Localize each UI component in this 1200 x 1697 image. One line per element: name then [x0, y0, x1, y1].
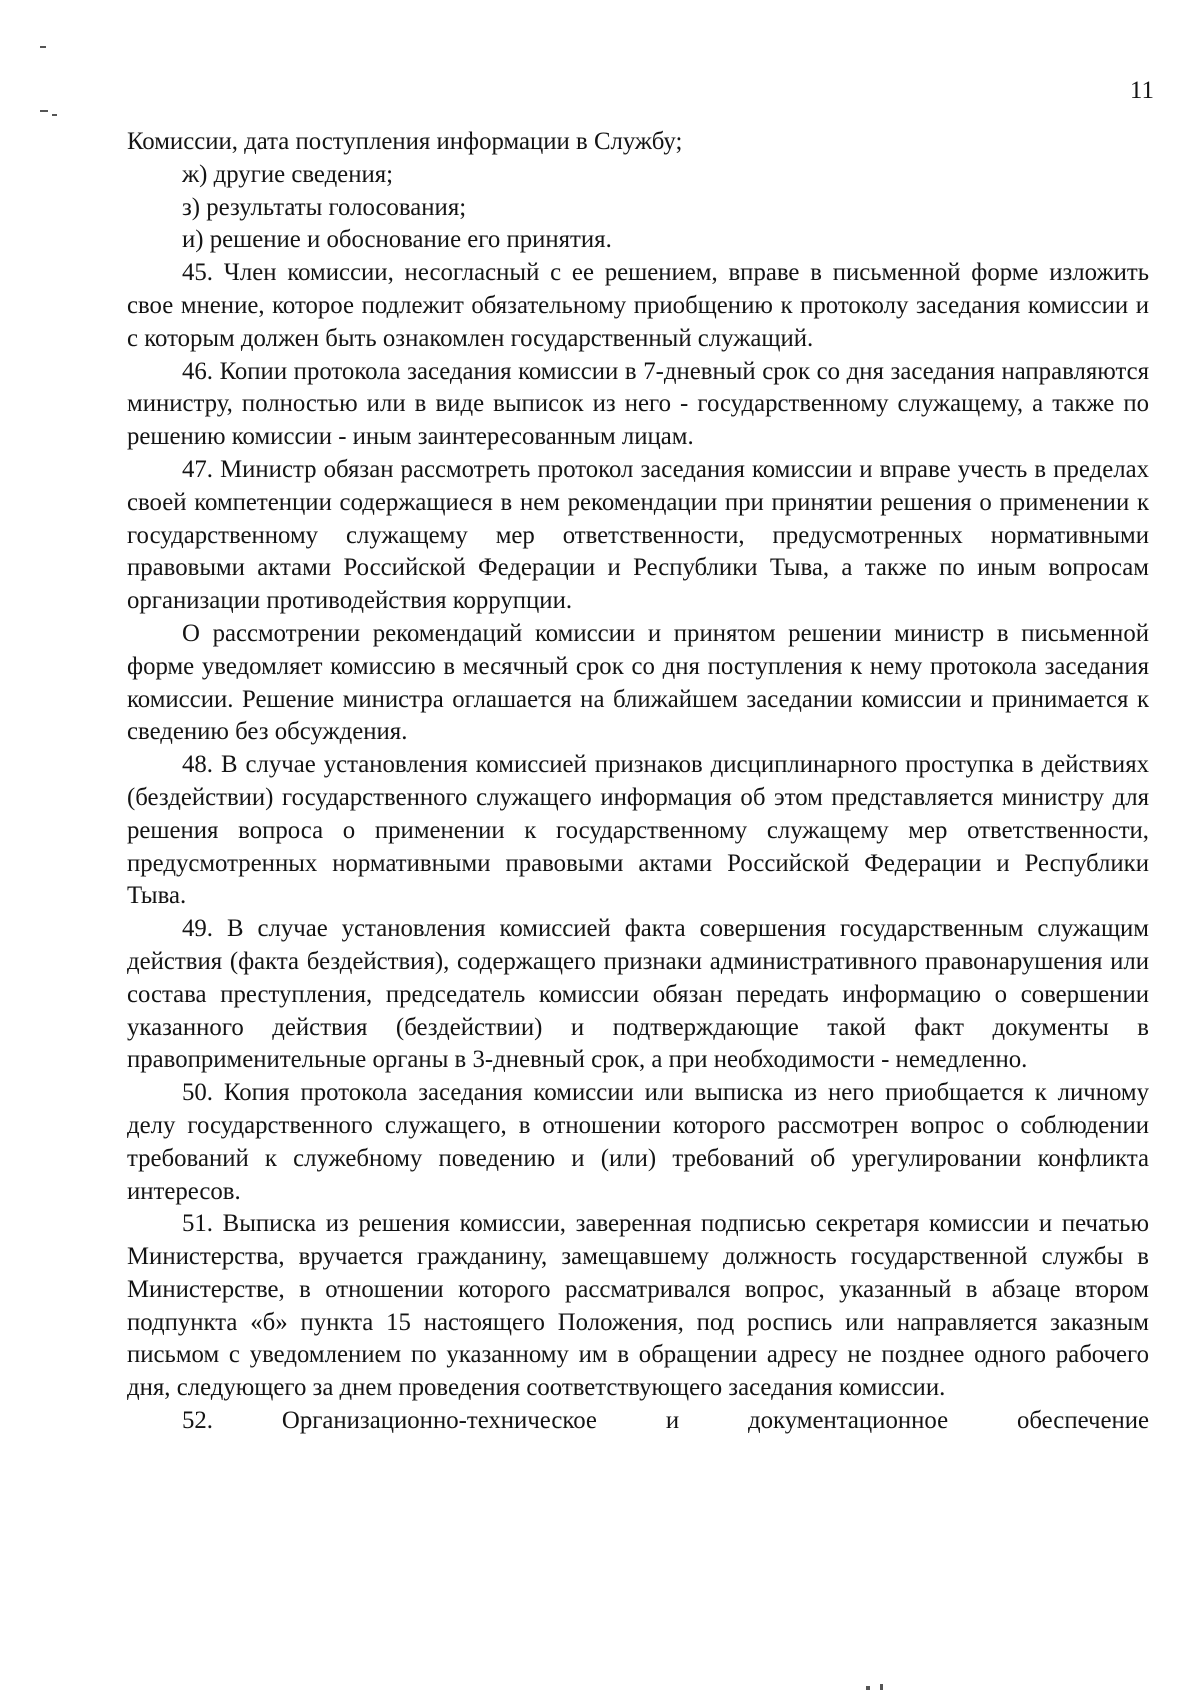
paragraph-50: 50. Копия протокола заседания комиссии или выписка из него приобщается к личному делу государственного служащего, в отношении которого рассмотрен вопрос о соблюдении требований к служебному поведению и (или) требований об урегулировании конфликта интересов. — [127, 1079, 1149, 1205]
paragraph-47-continued: О рассмотрении рекомендаций комиссии и принятом решении министр в письменной форме уведомляет комиссию в месячный срок со дня поступления к нему протокола заседания комиссии. Решение министра оглашается на ближайшем заседании комиссии и принимается к сведению без обсуждения. — [127, 619, 1149, 746]
paragraph-item-z: з) результаты голосования; — [182, 193, 467, 221]
scan-mark — [52, 114, 57, 116]
scan-mark — [880, 1684, 883, 1690]
paragraph-item-i: и) решение и обоснование его принятия. — [182, 226, 612, 254]
paragraph-51: 51. Выписка из решения комиссии, заверенная подписью секретаря комиссии и печатью Министерства, вручается гражданину, замещавшему должность государственной службы в Министерстве, в отношении которого рассматривался вопрос, указанный в абзаце втором подпункта «б» пункта 15 настоящего Положения, под роспись или направляется заказным письмом с уведомлением по указанному им в обращении адресу не позднее одного рабочего дня, следующего за днем проведения соответствующего заседания комиссии. — [127, 1210, 1149, 1402]
paragraph-46: 46. Копии протокола заседания комиссии в 7-дневный срок со дня заседания направляются министру, полностью или в виде выписок из него - государственному служащему, а также по решению комиссии - иным заинтересованным лицам. — [127, 357, 1149, 451]
paragraph-item-zh: ж) другие сведения; — [182, 160, 394, 188]
paragraph-45: 45. Член комиссии, несогласный с ее решением, вправе в письменной форме изложить свое мнение, которое подлежит обязательному приобщению к протоколу заседания комиссии и с которым должен быть ознакомлен государственный служащий. — [127, 259, 1149, 352]
scan-mark — [40, 46, 46, 48]
scan-mark — [40, 110, 48, 112]
page-number: 11 — [1129, 77, 1154, 104]
body-text — [127, 126, 1149, 1438]
paragraph-49: 49. В случае установления комиссией факта совершения государственным служащим действия (факта бездействия), содержащего признаки административного правонарушения или состава преступления, председатель комиссии обязан передать информацию о совершении указанного действия (бездействии) и подтверждающие такой факт документы в правоприменительные органы в 3-дневный срок, а при необходимости - немедленно. — [127, 915, 1149, 1074]
paragraph-47: 47. Министр обязан рассмотреть протокол заседания комиссии и вправе учесть в пределах своей компетенции содержащиеся в нем рекомендации при принятии решения о применении к государственному служащему мер ответственности, предусмотренных нормативными правовыми актами Российской Федерации и Республики Тыва, а также по иным вопросам организации противодействия коррупции. — [127, 455, 1149, 615]
scan-mark — [866, 1686, 870, 1690]
paragraph-52: 52. Организационно-техническое и документационное обеспечение — [182, 1407, 1149, 1435]
paragraph-48: 48. В случае установления комиссией признаков дисциплинарного проступка в действиях (бездействии) государственного служащего информация об этом представляется министру для решения вопроса о применении к государственному служащему мер ответственности, предусмотренных нормативными правовыми актами Российской Федерации и Республики Тыва. — [127, 751, 1149, 910]
paragraph-continued: Комиссии, дата поступления информации в Службу; — [127, 128, 683, 155]
